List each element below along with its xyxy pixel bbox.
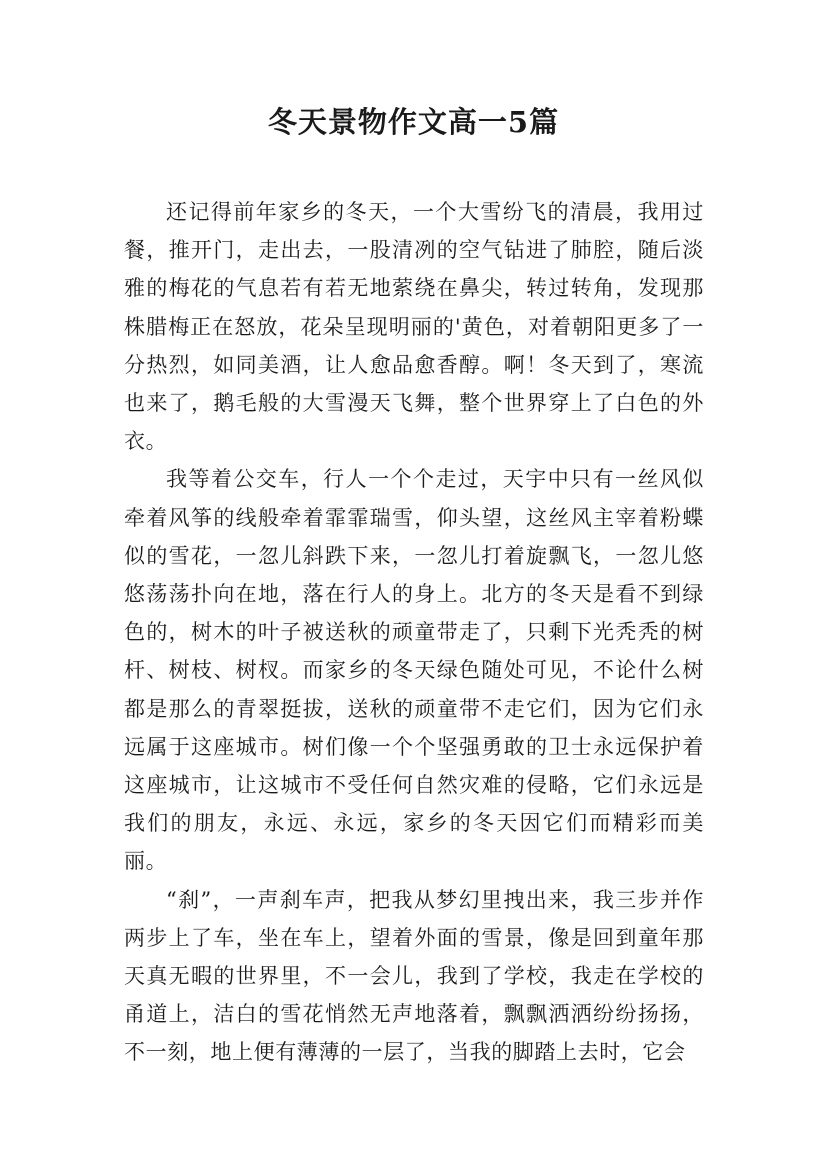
- document-body: [124, 193, 704, 1072]
- paragraph-3: “刹”，一声刹车声，把我从梦幻里拽出来，我三步并作两步上了车，坐在车上，望着外面的雪景，像是回到童年那天真无暇的世界里，不一会儿，我到了学校，我走在学校的甬道上，洁白的雪花悄然无声地落着，飘飘洒洒纷纷扬扬，不一刻，地上便有薄薄的一层了，当我的脚踏上去时，它会: [124, 887, 704, 1065]
- document-title: 冬天景物作文高一5篇: [267, 105, 560, 139]
- paragraph-1: 还记得前年家乡的冬天，一个大雪纷飞的清晨，我用过餐，推开门，走出去，一股清冽的空气钻进了肺腔，随后淡雅的梅花的气息若有若无地萦绕在鼻尖，转过转角，发现那株腊梅正在怒放，花朵呈现明丽的'黄色，对着朝阳更多了一分热烈，如同美酒，让人愈品愈香醇。啊！冬天到了，寒流也来了，鹅毛般的大雪漫天飞舞，整个世界穿上了白色的外衣。: [124, 200, 704, 454]
- paragraph-2: 我等着公交车，行人一个个走过，天宇中只有一丝风似牵着风筝的线般牵着霏霏瑞雪，仰头望，这丝风主宰着粉蝶似的雪花，一忽儿斜跌下来，一忽儿打着旋飘飞，一忽儿悠悠荡荡扑向在地，落在行人的身上。北方的冬天是看不到绿色的，树木的叶子被送秋的顽童带走了，只剩下光秃秃的树杆、树枝、树杈。而家乡的冬天绿色随处可见，不论什么树都是那么的青翠挺拔，送秋的顽童带不走它们，因为它们永远属于这座城市。树们像一个个坚强勇敢的卫士永远保护着这座城市，让这城市不受任何自然灾难的侵略，它们永远是我们的朋友，永远、永远，家乡的冬天因它们而精彩而美丽。: [124, 467, 704, 874]
